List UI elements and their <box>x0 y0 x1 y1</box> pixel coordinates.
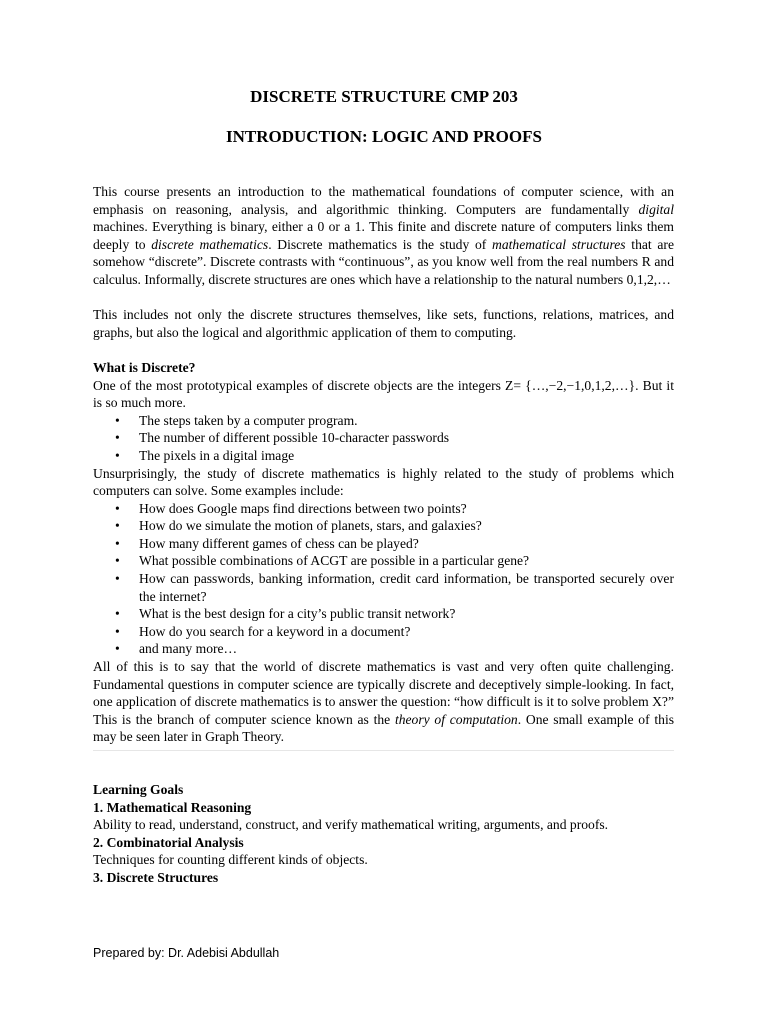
examples-list <box>93 412 674 465</box>
list-item: • How does Google maps find directions between two points? <box>93 500 674 518</box>
list-item: • How do we simulate the motion of planets, stars, and galaxies? <box>93 517 674 535</box>
list-item: • The steps taken by a computer program. <box>93 412 674 430</box>
emphasis-mathematical-structures: mathematical structures <box>492 236 626 252</box>
intro-text: . Discrete mathematics is the study of <box>268 236 493 252</box>
conclusion-text: All of this is to say that the world of discrete mathematics is vast and very often quite challenging. Fundamental questions in computer science are typically discrete and deceptively simple-looking. In fact, one application of discrete mathematics is to answer the question: “how difficult is it to solve problem X?” This is the branch of computer science known as the <box>93 659 674 727</box>
list-item: • What possible combinations of ACGT are possible in a particular gene? <box>93 552 674 570</box>
goal-text: Techniques for counting different kinds of objects. <box>93 852 368 868</box>
goal-title: 2. Combinatorial Analysis <box>93 834 244 850</box>
page-footer: Prepared by: Dr. Adebisi Abdullah <box>93 946 280 960</box>
document-title: DISCRETE STRUCTURE CMP 203 <box>250 87 518 106</box>
list-item: • How many different games of chess can be played? <box>93 535 674 553</box>
list-item: • and many more… <box>93 640 674 658</box>
intro-text: machines. Everything is binary, either a 0 or a 1. This finite and discrete nature of computers links them deeply to <box>93 219 674 252</box>
conclusion-text: . One small example of this may be seen later in Graph Theory. <box>93 711 675 745</box>
problems-intro-paragraph: Unsurprisingly, the study of discrete mathematics is highly related to the study of problems which computers can solve. Some examples include: <box>93 465 674 499</box>
emphasis-theory-of-computation: theory of computation <box>394 711 518 727</box>
intro-paragraph <box>93 183 674 289</box>
document-body <box>93 183 674 887</box>
intro-text: This course presents an introduction to the mathematical foundations of computer science, with an emphasis on reasoning, analysis, and algorithmic thinking. Computers are fundamentally <box>93 184 674 217</box>
conclusion-paragraph <box>93 658 674 746</box>
goal-title: 3. Discrete Structures <box>93 869 219 885</box>
list-item: • What is the best design for a city’s public transit network? <box>93 605 674 623</box>
intro-text: that are somehow “discrete”. Discrete contrasts with “continuous”, as you know well from the real numbers R and calculus. Informally, discrete structures are ones which have a relationship to the natural numbers 0,1,2,… <box>93 236 674 287</box>
emphasis-digital: digital <box>638 201 674 217</box>
goal-text: Ability to read, understand, construct, and verify mathematical writing, arguments, and proofs. <box>93 817 609 833</box>
goal-title: 1. Mathematical Reasoning <box>93 799 252 815</box>
section-heading-learning-goals: Learning Goals <box>93 782 184 797</box>
emphasis-discrete-mathematics: discrete mathematics <box>151 236 269 252</box>
document-subtitle: INTRODUCTION: LOGIC AND PROOFS <box>226 127 542 146</box>
list-item: • The number of different possible 10-character passwords <box>93 429 674 447</box>
list-item: • How do you search for a keyword in a document? <box>93 623 674 641</box>
list-item: • How can passwords, banking information, credit card information, be transported securely over the internet? <box>93 570 674 605</box>
scope-paragraph: This includes not only the discrete structures themselves, like sets, functions, relations, matrices, and graphs, but also the logical and algorithmic application of them to computing. <box>93 307 674 340</box>
list-item: • The pixels in a digital image <box>93 447 674 465</box>
problems-list <box>93 500 674 658</box>
section-heading-what-is-discrete: What is Discrete? <box>93 359 196 375</box>
integers-paragraph: One of the most prototypical examples of discrete objects are the integers Z= {…,−2,−1,0,1,2,…}. But it is so much more. <box>93 377 674 411</box>
